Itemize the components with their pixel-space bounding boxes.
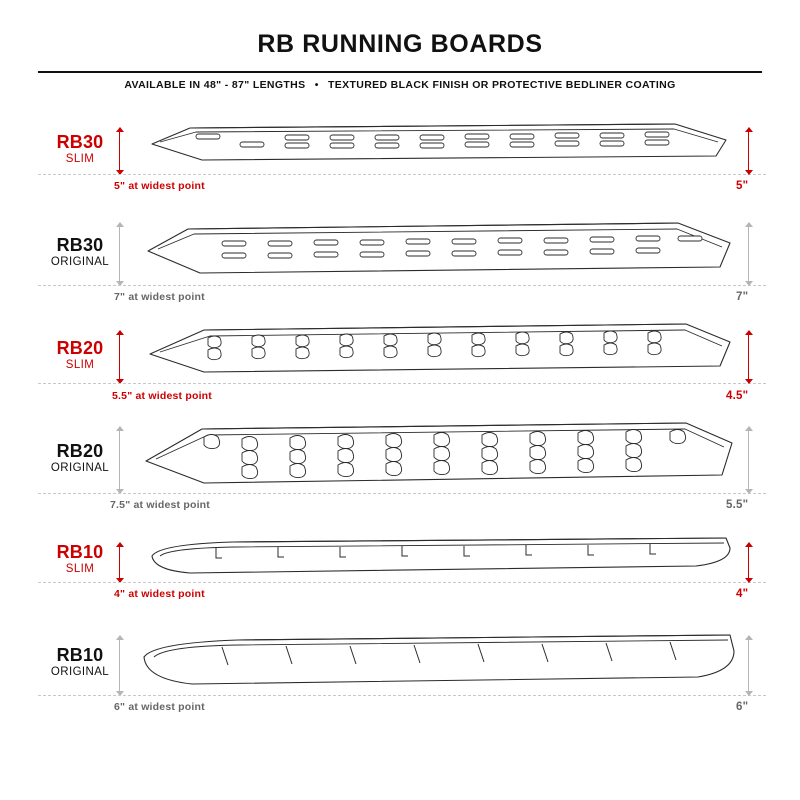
widest-point-label: 5" at widest point — [114, 180, 205, 192]
board-rows — [0, 104, 800, 722]
board-model: RB10 — [56, 542, 104, 562]
board-illustration-rb10-slim — [130, 516, 750, 619]
height-value: 6" — [736, 701, 749, 713]
board-illustration-rb30-original — [130, 207, 750, 310]
header-divider — [38, 71, 762, 73]
board-illustration-rb20-original — [130, 413, 750, 516]
header — [0, 0, 800, 91]
board-variant: SLIM — [65, 359, 95, 371]
board-model: RB30 — [56, 235, 104, 255]
height-dimension-arrow — [119, 427, 120, 493]
board-variant: SLIM — [65, 563, 95, 575]
header-subtitle — [38, 79, 762, 91]
board-model: RB10 — [56, 645, 104, 665]
widest-point-label: 4" at widest point — [114, 588, 205, 600]
widest-point-label: 7.5" at widest point — [110, 499, 210, 511]
board-label-rb10-original — [34, 645, 126, 679]
board-model: RB20 — [56, 338, 104, 358]
board-row — [0, 104, 800, 207]
height-value: 4.5" — [726, 390, 749, 402]
board-row — [0, 516, 800, 619]
widest-point-label: 7" at widest point — [114, 291, 205, 303]
board-row — [0, 207, 800, 310]
subtitle-separator: • — [314, 79, 319, 91]
board-label-rb20-slim — [34, 338, 126, 372]
board-label-rb10-slim — [34, 542, 126, 576]
widest-point-label: 6" at widest point — [114, 701, 205, 713]
page-title: RB RUNNING BOARDS — [257, 30, 543, 58]
height-dimension-arrow — [119, 128, 120, 174]
height-value: 7" — [736, 291, 749, 303]
board-label-rb30-slim — [34, 132, 126, 166]
height-value: 5" — [736, 180, 749, 192]
board-row — [0, 619, 800, 722]
board-illustration-rb10-original — [130, 619, 750, 722]
subtitle-finish: TEXTURED BLACK FINISH OR PROTECTIVE BEDLINER COATING — [328, 79, 676, 91]
height-dimension-arrow — [119, 223, 120, 285]
board-row — [0, 413, 800, 516]
board-model: RB20 — [56, 441, 104, 461]
subtitle-lengths: AVAILABLE IN 48" - 87" LENGTHS — [124, 79, 306, 91]
height-dimension-arrow — [119, 636, 120, 695]
board-row — [0, 310, 800, 413]
height-value: 5.5" — [726, 499, 749, 511]
board-variant: ORIGINAL — [50, 256, 110, 268]
board-variant: SLIM — [65, 153, 95, 165]
board-illustration-rb20-slim — [130, 310, 750, 413]
height-dimension-arrow — [119, 543, 120, 582]
height-dimension-arrow — [119, 331, 120, 383]
board-illustration-rb30-slim — [130, 104, 750, 207]
board-variant: ORIGINAL — [50, 666, 110, 678]
board-variant: ORIGINAL — [50, 462, 110, 474]
board-label-rb20-original — [34, 441, 126, 475]
height-value: 4" — [736, 588, 749, 600]
board-model: RB30 — [56, 132, 104, 152]
board-label-rb30-original — [34, 235, 126, 269]
widest-point-label: 5.5" at widest point — [112, 390, 212, 402]
